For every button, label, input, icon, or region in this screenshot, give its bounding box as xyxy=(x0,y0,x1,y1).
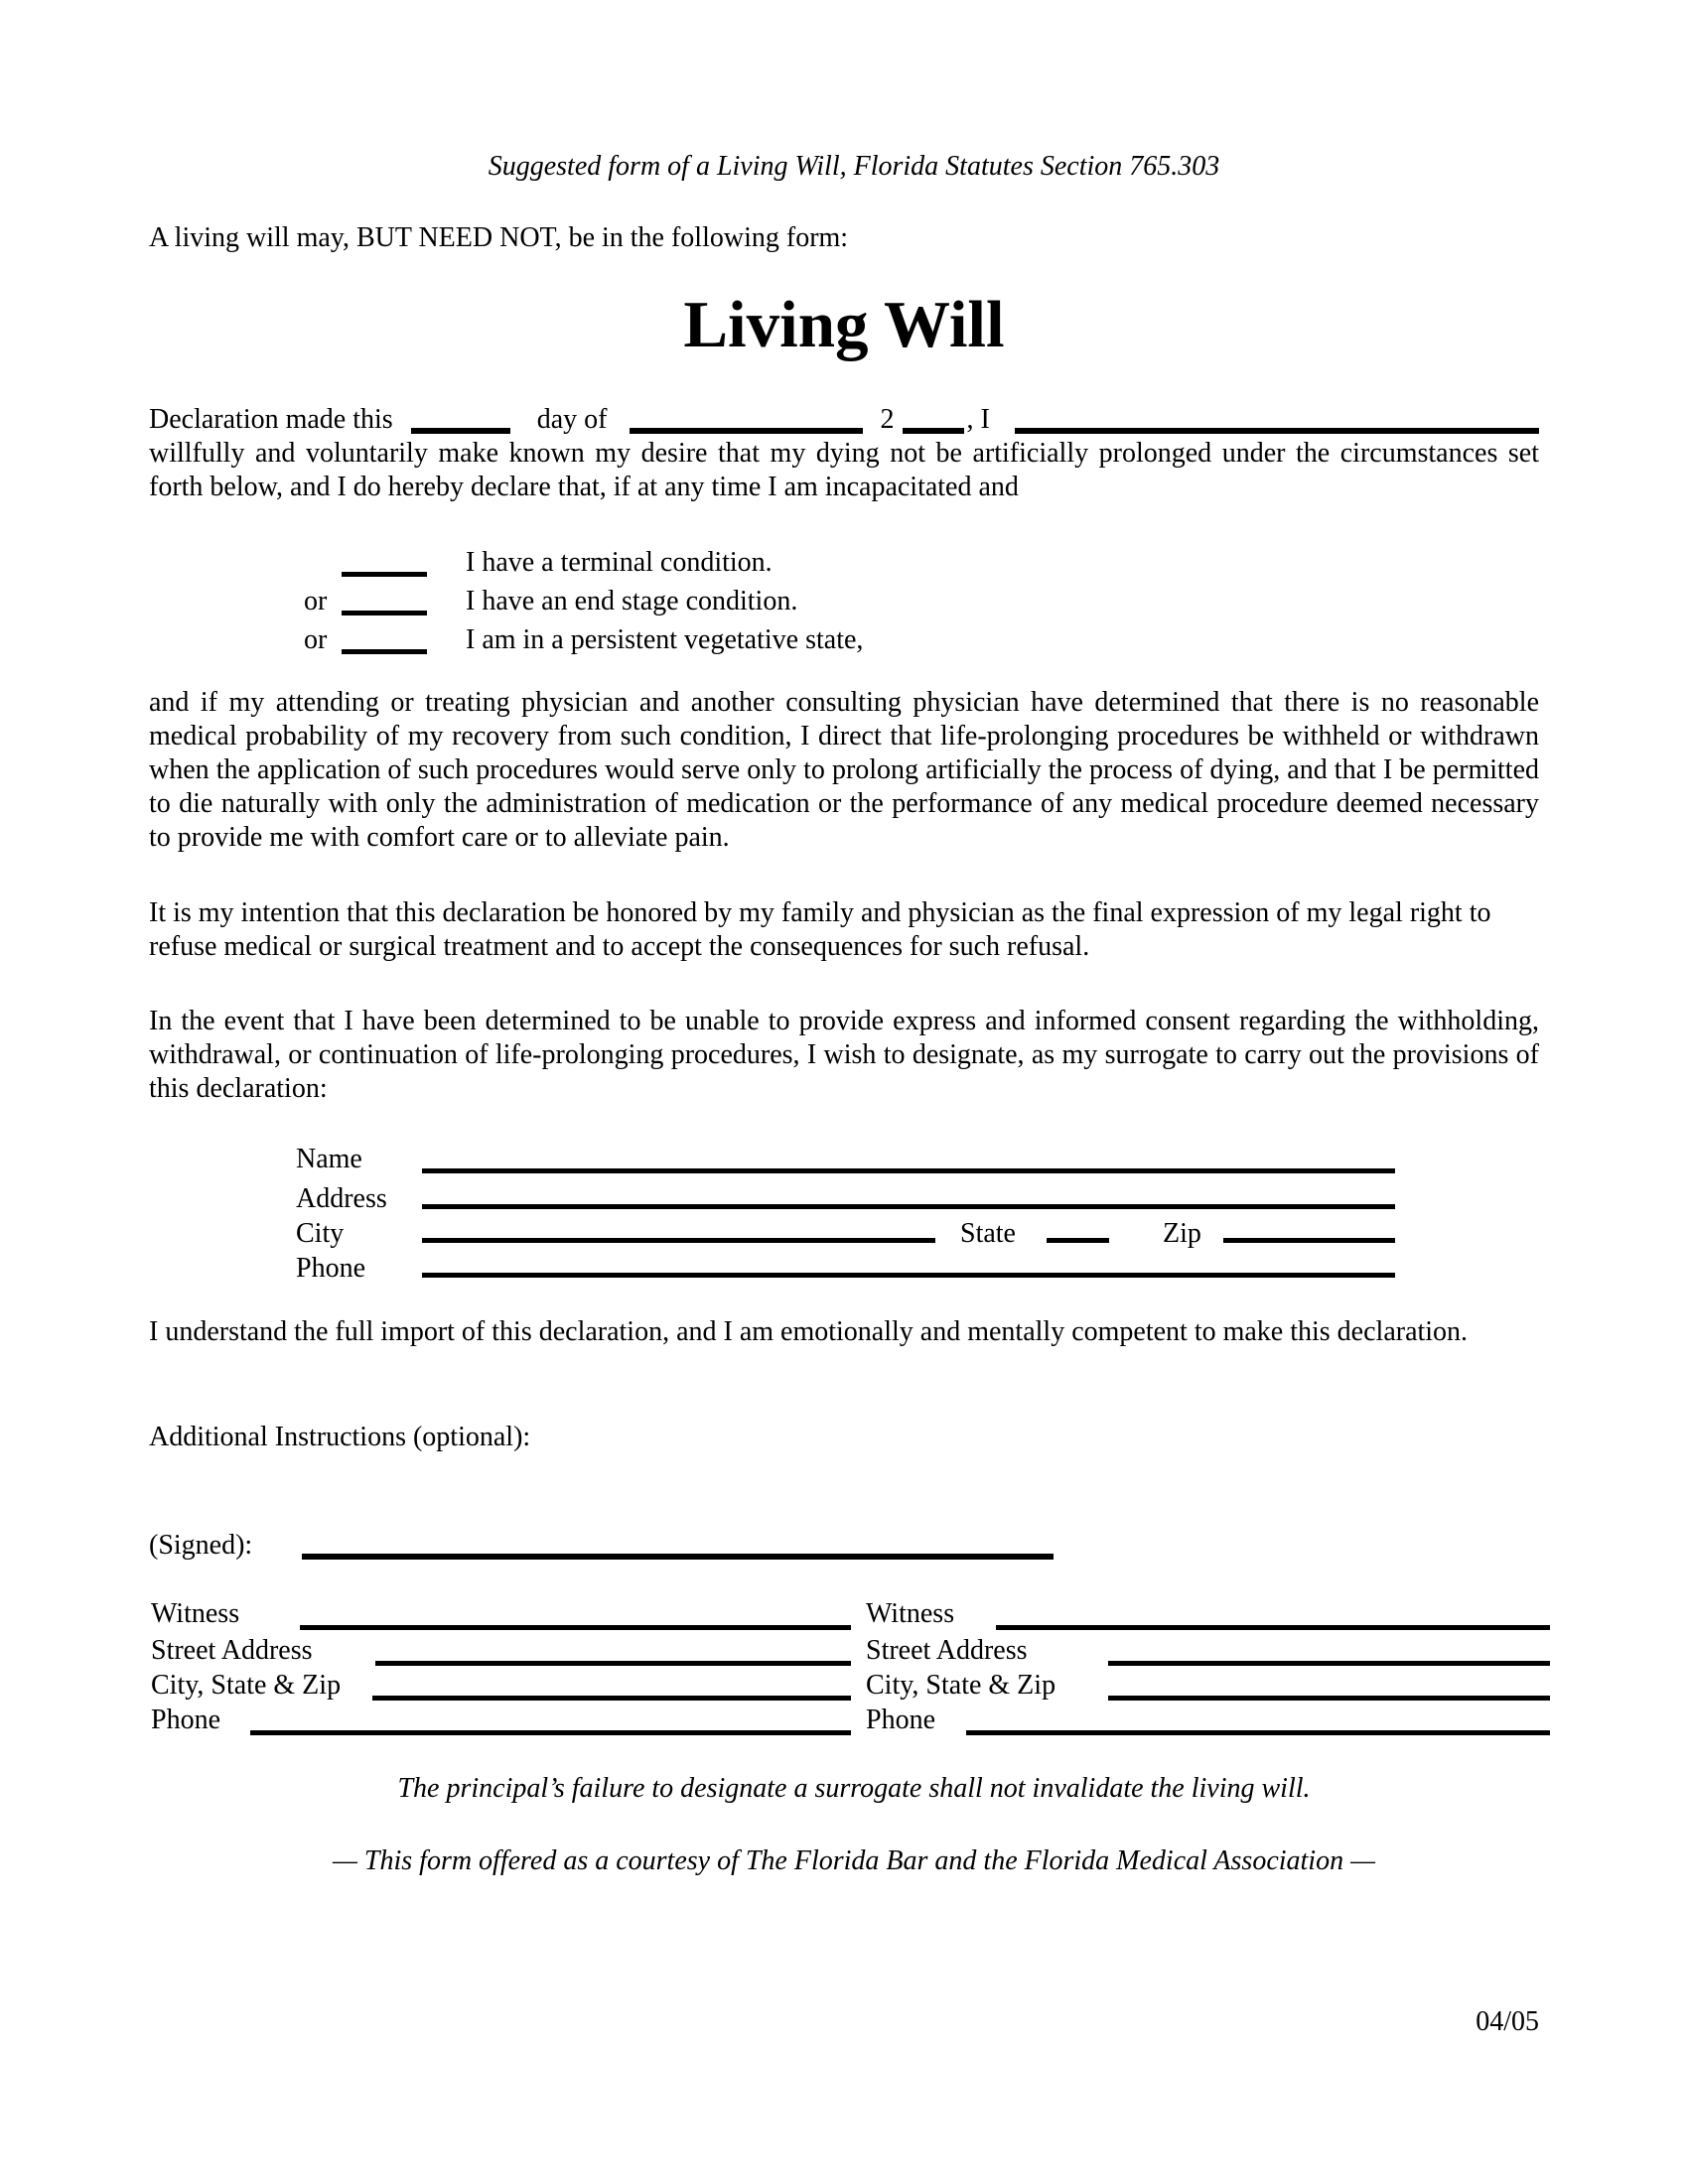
declaration-continuation: willfully and voluntarily make known my desire that my dying not be artificially prolonged under the circumstances set forth below, and I do hereby declare that, if at any time I am incapacitated and xyxy=(149,438,1539,502)
signed-label: (Signed): xyxy=(149,1530,253,1561)
condition-prefix: or xyxy=(304,624,328,655)
determination-paragraph: and if my attending or treating physician and another consulting physician have determined that there is no reasonable medical probability of my recovery from such condition, I direct that life-prolonging procedures be withheld or withdrawn when the application of such procedures would serve only to prolong artificially the process of dying, and that I be permitted to die naturally with only the administration of medication or the performance of any medical procedure deemed necessary to provide me with comfort care or to alleviate pain. xyxy=(149,687,1539,853)
surrogate-address-blank[interactable] xyxy=(422,1204,1395,1209)
witness2-street-blank[interactable] xyxy=(1108,1661,1550,1666)
surrogate-name-label: Name xyxy=(296,1144,362,1174)
additional-instructions-label: Additional Instructions (optional): xyxy=(149,1422,531,1452)
courtesy-footnote: — This form offered as a courtesy of The Florida Bar and the Florida Medical Association — xyxy=(333,1845,1375,1876)
declaration-line xyxy=(149,403,1539,437)
comma-i-text: , I xyxy=(966,404,990,435)
condition-row-terminal xyxy=(149,546,1539,580)
condition-row-vegetative xyxy=(149,623,1539,657)
witness1-label: Witness xyxy=(151,1598,240,1629)
competence-paragraph: I understand the full import of this declaration, and I am emotionally and mentally competent to make this declaration. xyxy=(149,1316,1469,1347)
witness2-name-blank[interactable] xyxy=(996,1625,1550,1630)
witness1-phone-blank[interactable] xyxy=(250,1730,851,1735)
witness2-city-state-zip-label: City, State & Zip xyxy=(866,1670,1056,1701)
month-blank[interactable] xyxy=(630,428,863,434)
condition-label: I have an end stage condition. xyxy=(466,586,798,616)
surrogate-footnote: The principal’s failure to designate a surrogate shall not invalidate the living will. xyxy=(397,1773,1311,1804)
surrogate-designation-paragraph: In the event that I have been determined to be unable to provide express and informed consent regarding the withholding, withdrawal, or continuation of life-prolonging procedures, I wish to designate, as my surrogate to carry out the provisions of this declaration: xyxy=(149,1006,1539,1104)
witness1-name-blank[interactable] xyxy=(300,1625,851,1630)
condition-label: I am in a persistent vegetative state, xyxy=(466,624,864,655)
year-blank[interactable] xyxy=(903,428,964,434)
year-prefix-text: 2 xyxy=(880,404,895,435)
condition-prefix: or xyxy=(304,586,328,616)
surrogate-address-label: Address xyxy=(296,1183,387,1214)
surrogate-zip-label: Zip xyxy=(1163,1218,1201,1249)
condition-row-end-stage xyxy=(149,585,1539,618)
surrogate-state-label: State xyxy=(960,1218,1016,1249)
surrogate-phone-blank[interactable] xyxy=(422,1273,1395,1278)
declarant-name-blank[interactable] xyxy=(1015,428,1539,434)
witness1-street-blank[interactable] xyxy=(375,1661,851,1666)
witness1-city-state-zip-label: City, State & Zip xyxy=(151,1670,342,1701)
form-source-note: Suggested form of a Living Will, Florida Statutes Section 765.303 xyxy=(488,151,1220,182)
end-stage-condition-blank[interactable] xyxy=(342,611,427,615)
surrogate-city-label: City xyxy=(296,1218,345,1249)
intention-paragraph: It is my intention that this declaration be honored by my family and physician as the final expression of my legal right to refuse medical or surgical treatment and to accept the consequences for such refusal. xyxy=(149,897,1491,962)
witness2-city-state-zip-blank[interactable] xyxy=(1108,1696,1550,1701)
witness2-phone-label: Phone xyxy=(866,1705,935,1735)
witness2-phone-blank[interactable] xyxy=(966,1730,1550,1735)
day-blank[interactable] xyxy=(411,428,510,434)
terminal-condition-blank[interactable] xyxy=(342,572,427,577)
vegetative-state-blank[interactable] xyxy=(342,649,427,654)
day-of-text: day of xyxy=(536,404,608,435)
witness2-label: Witness xyxy=(866,1598,955,1629)
signature-blank[interactable] xyxy=(302,1554,1054,1560)
witness1-phone-label: Phone xyxy=(151,1705,220,1735)
surrogate-state-blank[interactable] xyxy=(1047,1238,1109,1243)
witness1-street-label: Street Address xyxy=(151,1635,313,1666)
declaration-lead-text: Declaration made this xyxy=(149,404,393,435)
revision-mark: 04/05 xyxy=(1476,2006,1539,2037)
condition-label: I have a terminal condition. xyxy=(466,547,773,578)
surrogate-name-blank[interactable] xyxy=(422,1168,1395,1173)
surrogate-zip-blank[interactable] xyxy=(1223,1238,1395,1243)
page-title: Living Will xyxy=(683,288,1005,361)
witness1-city-state-zip-blank[interactable] xyxy=(372,1696,851,1701)
surrogate-city-blank[interactable] xyxy=(422,1238,935,1243)
intro-line: A living will may, BUT NEED NOT, be in the following form: xyxy=(149,222,849,253)
witness2-street-label: Street Address xyxy=(866,1635,1028,1666)
surrogate-phone-label: Phone xyxy=(296,1253,365,1284)
